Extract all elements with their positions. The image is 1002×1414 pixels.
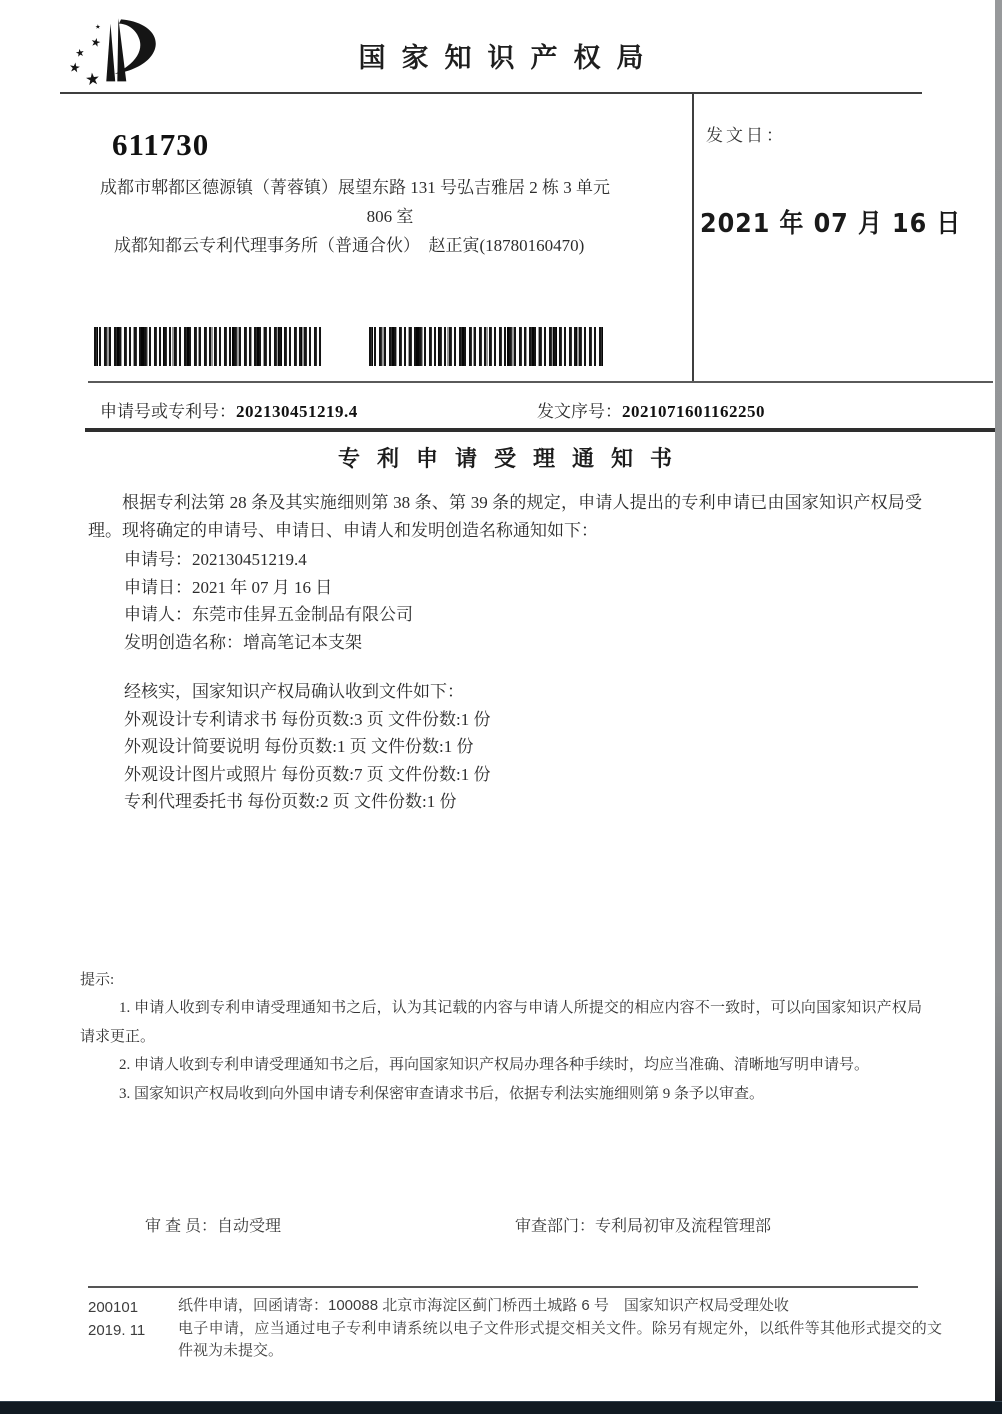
application-number-line: [100, 397, 358, 422]
recipient-agency-line: 成都知都云专利代理事务所（普通合伙） 赵正寅(18780160470): [114, 236, 585, 255]
form-codes: [88, 1297, 145, 1342]
issue-date-value: 2021 年 07 月 16 日: [700, 209, 962, 239]
footer-note-paper: 纸件申请，回函请寄：100088 北京市海淀区蓟门桥西土城路 6 号 国家知识产权局受理处收: [178, 1297, 789, 1314]
field-invention-title: [88, 629, 922, 657]
tip-item-3: 3. 国家知识产权局收到向外国申请专利保密审查请求书后，依据专利法实施细则第 9 条予以审查。: [119, 1085, 765, 1102]
examiner-line: [145, 1213, 281, 1236]
received-intro: 经核实，国家知识产权局确认收到文件如下：: [124, 682, 464, 701]
recipient-postal-code: 611730: [112, 127, 210, 162]
notice-intro: 根据专利法第 28 条及其实施细则第 38 条、第 39 条的规定，申请人提出的专利申请已由国家知识产权局受理。现将确定的申请号、申请日、申请人和发明创造名称通知如下：: [88, 493, 922, 540]
notice-body: [80, 432, 922, 1108]
barcode-left-icon: [94, 327, 322, 366]
field-value: 2021 年 07 月 16 日: [192, 577, 333, 597]
header-rule: [60, 92, 922, 94]
serial-number-value: 2021071601162250: [622, 402, 766, 421]
footer-notes: [178, 1295, 942, 1363]
examiner-value: 自动受理: [217, 1218, 282, 1235]
org-title: 国家知识产权局: [358, 43, 660, 73]
tip-item-2: 2. 申请人收到专利申请受理通知书之后，再向国家知识产权局办理各种手续时，均应当准确、清晰地写明申请号。: [119, 1057, 870, 1073]
scan-edge-bottom: [0, 1401, 1002, 1414]
department-line: [515, 1213, 771, 1236]
examiner-label: 审 查 员：: [145, 1218, 218, 1235]
field-label: 申请号：: [124, 550, 192, 569]
issue-date-box-divider: [692, 92, 694, 382]
serial-number-line: [537, 397, 765, 422]
field-value: 增高笔记本支架: [243, 632, 362, 652]
notice-title: 专利申请受理通知书: [337, 446, 689, 471]
tips-section: [80, 966, 922, 1109]
field-applicant: [88, 601, 922, 629]
scan-edge-right: [995, 0, 1002, 1414]
issue-date-label: 发文日：: [706, 126, 786, 145]
application-fields: [88, 546, 922, 656]
received-documents: [88, 678, 922, 816]
serial-number-label: 发文序号：: [537, 402, 622, 421]
department-value: 专利局初审及流程管理部: [595, 1218, 772, 1235]
field-label: 申请日：: [124, 577, 192, 597]
application-number-label: 申请号或专利号：: [100, 402, 236, 421]
tips-heading: 提示:: [80, 971, 115, 988]
barcode-right-icon: [369, 327, 603, 366]
recipient-address-line1: 成都市郫都区德源镇（菁蓉镇）展望东路 131 号弘吉雅居 2 栋 3 单元: [100, 178, 610, 197]
footer-rule: [88, 1286, 918, 1288]
application-number-value: 202130451219.4: [236, 402, 358, 421]
footer-note-electronic: 电子申请，应当通过电子专利申请系统以电子文件形式提交相关文件。除另有规定外，以纸件等其他形式提交的文件视为未提交。: [178, 1319, 942, 1359]
field-label: 发明创造名称：: [124, 632, 243, 652]
form-date: 2019. 11: [88, 1321, 146, 1339]
field-application-date: [88, 574, 922, 602]
address-block-bottom-rule: [88, 381, 993, 383]
tip-item-1: 1. 申请人收到专利申请受理通知书之后，认为其记载的内容与申请人所提交的相应内容不一致时，可以向国家知识产权局请求更正。: [80, 1000, 922, 1045]
field-application-number: [88, 546, 922, 574]
field-value: 202130451219.4: [192, 550, 307, 569]
received-item: 外观设计专利请求书 每份页数:3 页 文件份数:1 份: [124, 709, 491, 729]
received-item: 专利代理委托书 每份页数:2 页 文件份数:1 份: [124, 792, 457, 811]
field-value: 东莞市佳昇五金制品有限公司: [192, 605, 413, 624]
field-label: 申请人：: [124, 605, 192, 624]
department-label: 审查部门：: [515, 1218, 596, 1235]
received-item: 外观设计图片或照片 每份页数:7 页 文件份数:1 份: [124, 764, 491, 784]
recipient-block: [100, 127, 680, 260]
form-code: 200101: [88, 1299, 139, 1316]
received-item: 外观设计简要说明 每份页数:1 页 文件份数:1 份: [124, 737, 474, 756]
recipient-address-line2: 806 室: [366, 207, 414, 226]
